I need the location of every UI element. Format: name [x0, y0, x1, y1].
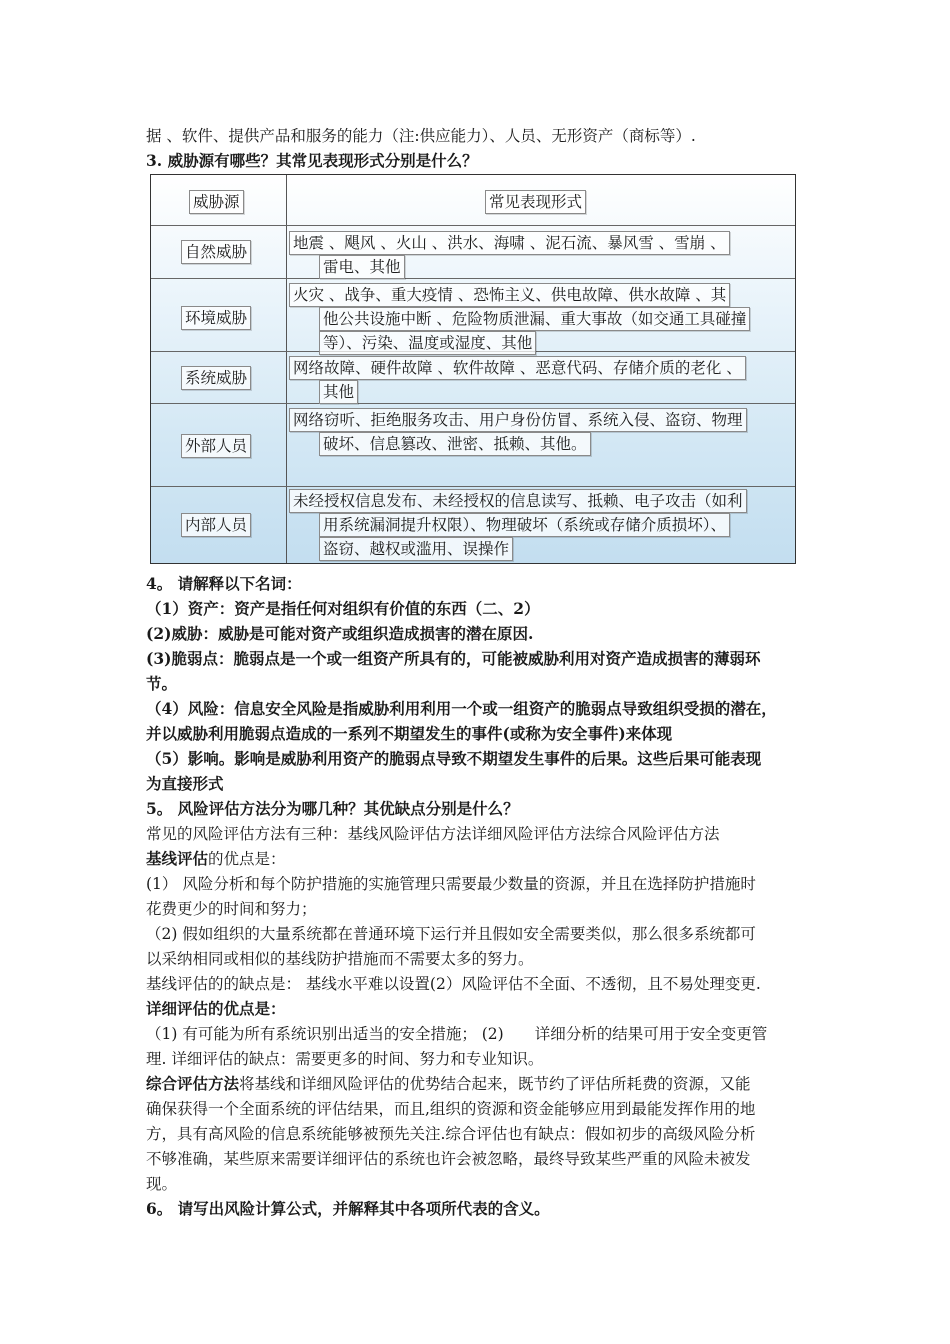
forms-line: 用系统漏洞提升权限）、物理破坏（系统或存储介质损坏）、: [319, 513, 730, 537]
forms-line: 他公共设施中断 、危险物质泄漏、重大事故（如交通工具碰撞: [319, 307, 750, 331]
q6-heading: 6。 请写出风险计算公式，并解释其中各项所代表的含义。: [146, 1199, 550, 1218]
row-source: 系统威胁: [181, 366, 251, 390]
q4-line: (2)威胁：威胁是可能对资产或组织造成损害的潜在原因.: [146, 624, 534, 643]
detail-heading: 详细评估的优点是：: [146, 999, 286, 1018]
row-forms: [289, 231, 730, 279]
combined-line: 方，具有高风险的信息系统能够被预先关注.综合评估也有缺点：假如初步的高级风险分析: [146, 1125, 756, 1143]
q4-line: 为直接形式: [146, 774, 224, 793]
q4-line: （1）资产：资产是指任何对组织有价值的东西（二、2）: [146, 599, 540, 618]
q5-intro: 常见的风险评估方法有三种：基线风险评估方法详细风险评估方法综合风险评估方法: [146, 825, 720, 843]
row-source: 环境威胁: [181, 306, 251, 330]
detail-line: 理. 详细评估的缺点：需要更多的时间、努力和专业知识。: [146, 1050, 544, 1068]
combined-first-line: [146, 1073, 751, 1095]
combined-first-rest: 将基线和详细风险评估的优势结合起来，既节约了评估所耗费的资源，又能: [239, 1075, 751, 1093]
row-forms: [289, 356, 746, 404]
q4-heading: 4。 请解释以下名词：: [146, 574, 302, 593]
forms-line: 盗窃、越权或滥用、误操作: [319, 537, 513, 561]
baseline-heading: [146, 848, 286, 870]
baseline-line: （2) 假如组织的大量系统都在普通环境下运行并且假如安全需要类似，那么很多系统都可: [146, 925, 756, 943]
q3-heading: 3. 威胁源有哪些？其常见表现形式分别是什么？: [146, 151, 478, 170]
row-source: 外部人员: [181, 434, 251, 458]
q5-heading: 5。 风险评估方法分为哪几种？其优缺点分别是什么？: [146, 799, 519, 818]
baseline-line: (1） 风险分析和每个防护措施的实施管理只需要最少数量的资源，并且在选择防护措施时: [146, 875, 756, 893]
threat-table: [150, 174, 796, 564]
baseline-line: 基线评估的的缺点是： 基线水平难以设置(2）风险评估不全面、不透彻，且不易处理变更.: [146, 975, 761, 993]
combined-line: 不够准确，某些原来需要详细评估的系统也许会被忽略，最终导致某些严重的风险未被发: [146, 1150, 751, 1168]
forms-line: 破坏、信息篡改、泄密、抵赖、其他。: [319, 432, 591, 456]
forms-line: 等）、污染、温度或湿度、其他: [319, 331, 536, 355]
header-forms: 常见表现形式: [485, 190, 586, 214]
forms-line: 网络窃听、拒绝服务攻击、用户身份仿冒、系统入侵、盗窃、物理: [289, 408, 747, 432]
forms-line: 其他: [319, 380, 358, 404]
row-source: 内部人员: [181, 513, 251, 537]
row-forms: [289, 408, 747, 456]
header-source: 威胁源: [189, 190, 244, 214]
baseline-line: 以采纳相同或相似的基线防护措施而不需要太多的努力。: [146, 950, 534, 968]
table-row: [151, 404, 795, 487]
row-forms: [289, 489, 747, 561]
combined-line: 现。: [146, 1175, 178, 1193]
q4-line: 并以威胁利用脆弱点造成的一系列不期望发生的事件(或称为安全事件)来体现: [146, 724, 673, 743]
forms-line: 未经授权信息发布、未经授权的信息读写、抵赖、电子攻击（如利: [289, 489, 747, 513]
forms-line: 雷电、其他: [319, 255, 405, 279]
q4-line: (3)脆弱点：脆弱点是一个或一组资产所具有的，可能被威胁利用对资产造成损害的薄弱环: [146, 649, 761, 668]
baseline-rest: 的优点是：: [208, 850, 286, 868]
table-row: [151, 279, 795, 352]
forms-line: 地震 、飓风 、火山 、洪水、海啸 、泥石流、暴风雪 、雪崩 、: [289, 231, 730, 255]
q4-line: （4）风险：信息安全风险是指威胁利用利用一个或一组资产的脆弱点导致组织受损的潜在，: [146, 699, 777, 718]
combined-bold: 综合评估方法: [146, 1074, 240, 1093]
row-forms: [289, 283, 750, 355]
table-header-row: [151, 175, 795, 226]
table-row: [151, 352, 795, 404]
forms-line: 网络故障、硬件故障 、软件故障 、恶意代码、存储介质的老化 、: [289, 356, 746, 380]
q4-line: 节。: [146, 674, 178, 693]
top-line: 据 、软件、提供产品和服务的能力（注:供应能力）、人员、无形资产（商标等）.: [146, 127, 696, 145]
combined-line: 确保获得一个全面系统的评估结果，而且,组织的资源和资金能够应用到最能发挥作用的地: [146, 1100, 756, 1118]
detail-line: （1) 有可能为所有系统识别出适当的安全措施； (2) 详细分析的结果可用于安全变更管: [146, 1025, 768, 1043]
table-row: [151, 226, 795, 279]
forms-line: 火灾 、战争、重大疫情 、恐怖主义、供电故障、供水故障 、其: [289, 283, 730, 307]
q4-line: （5）影响。影响是威胁利用资产的脆弱点导致不期望发生事件的后果。这些后果可能表现: [146, 749, 762, 768]
row-source: 自然威胁: [181, 240, 251, 264]
baseline-bold: 基线评估: [146, 849, 209, 868]
baseline-line: 花费更少的时间和努力；: [146, 900, 317, 918]
table-row: [151, 487, 795, 563]
